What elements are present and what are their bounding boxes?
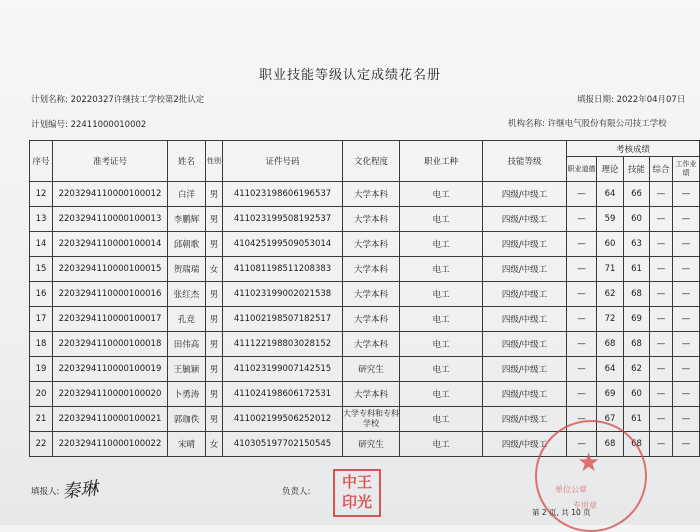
cell-ethics: — <box>567 257 597 282</box>
cell-id: 411024198606172531 <box>223 382 343 407</box>
header-scores: 考核成绩 <box>567 141 700 157</box>
cell-ticket: 2203294110000100022 <box>53 432 168 457</box>
cell-edu: 大学本科 <box>343 207 400 232</box>
cell-id: 411122198803028152 <box>223 332 343 357</box>
score-roster-table <box>29 140 700 457</box>
cell-ethics: — <box>567 307 597 332</box>
cell-gender: 男 <box>206 232 223 257</box>
table-row <box>30 357 700 382</box>
cell-edu: 大学专科和专科学校 <box>343 407 400 432</box>
cell-ticket: 2203294110000100018 <box>53 332 168 357</box>
cell-composite: — <box>650 307 673 332</box>
header-id: 证件号码 <box>223 141 343 182</box>
header-ethics: 职业道德 <box>567 157 597 182</box>
cell-id: 411002198507182517 <box>223 307 343 332</box>
cell-seq: 19 <box>30 357 53 382</box>
cell-edu: 研究生 <box>343 357 400 382</box>
cell-composite: — <box>650 182 673 207</box>
fill-date-row <box>577 93 685 105</box>
cell-seq: 20 <box>30 382 53 407</box>
cell-theory: 59 <box>597 207 624 232</box>
cell-skill: 68 <box>624 332 650 357</box>
cell-skill: 62 <box>624 357 650 382</box>
cell-gender: 男 <box>206 307 223 332</box>
cell-edu: 大学本科 <box>343 282 400 307</box>
cell-name: 贺瑞瑞 <box>168 257 206 282</box>
round-seal-text: 单位公章 <box>555 485 587 494</box>
page-info: 第 2 页, 共 10 页 <box>532 508 591 517</box>
cell-gender: 男 <box>206 182 223 207</box>
cell-composite: — <box>650 332 673 357</box>
cell-name: 王毓颖 <box>168 357 206 382</box>
cell-name: 白洋 <box>168 182 206 207</box>
cell-seq: 21 <box>30 407 53 432</box>
cell-job: 电工 <box>400 357 483 382</box>
cell-ticket: 2203294110000100016 <box>53 282 168 307</box>
cell-skill: 66 <box>624 182 650 207</box>
cell-job: 电工 <box>400 332 483 357</box>
cell-name: 孔竞 <box>168 307 206 332</box>
cell-level: 四级/中级工 <box>483 382 567 407</box>
plan-no-value: 22411000010002 <box>70 120 147 130</box>
cell-seq: 16 <box>30 282 53 307</box>
cell-edu: 大学本科 <box>343 257 400 282</box>
cell-job: 电工 <box>400 207 483 232</box>
header-ticket: 准考证号 <box>53 141 168 182</box>
cell-performance: — <box>673 232 700 257</box>
cell-job: 电工 <box>400 282 483 307</box>
square-seal <box>333 469 381 517</box>
table-row <box>30 332 700 357</box>
cell-name: 卜勇涛 <box>168 382 206 407</box>
cell-gender: 男 <box>206 382 223 407</box>
cell-composite: — <box>650 382 673 407</box>
cell-level: 四级/中级工 <box>483 407 567 432</box>
plan-name-label: 计划名称: <box>31 95 68 105</box>
cell-composite: — <box>650 432 673 457</box>
cell-name: 李鹏辉 <box>168 207 206 232</box>
table-row <box>30 232 700 257</box>
cell-performance: — <box>673 282 700 307</box>
header-gender: 性别 <box>206 141 223 182</box>
cell-performance: — <box>673 332 700 357</box>
org-row <box>508 117 667 129</box>
cell-ethics: — <box>567 182 597 207</box>
table-row <box>30 282 700 307</box>
cell-skill: 60 <box>624 207 650 232</box>
square-seal-text: 中王印光 <box>341 473 372 511</box>
cell-level: 四级/中级工 <box>483 257 567 282</box>
cell-level: 四级/中级工 <box>483 182 567 207</box>
cell-skill: 68 <box>624 432 650 457</box>
cell-ethics: — <box>567 432 597 457</box>
header-seq: 序号 <box>30 141 53 182</box>
cell-theory: 72 <box>597 307 624 332</box>
cell-performance: — <box>673 182 700 207</box>
header-composite: 综合 <box>650 157 673 182</box>
cell-gender: 男 <box>206 357 223 382</box>
cell-name: 郭珈佚 <box>168 407 206 432</box>
cell-performance: — <box>673 357 700 382</box>
cell-ticket: 2203294110000100014 <box>53 232 168 257</box>
cell-ethics: — <box>567 207 597 232</box>
cell-ticket: 2203294110000100021 <box>53 407 168 432</box>
cell-edu: 大学本科 <box>343 307 400 332</box>
cell-seq: 12 <box>30 182 53 207</box>
header-theory: 理论 <box>597 157 624 182</box>
cell-composite: — <box>650 257 673 282</box>
fill-date-label: 填报日期: <box>577 95 614 105</box>
header-job: 职业工种 <box>400 141 483 182</box>
cell-performance: — <box>673 307 700 332</box>
cell-seq: 13 <box>30 207 53 232</box>
org-label: 机构名称: <box>508 119 545 129</box>
cell-ticket: 2203294110000100020 <box>53 382 168 407</box>
cell-job: 电工 <box>400 232 483 257</box>
cell-theory: 62 <box>597 282 624 307</box>
cell-theory: 68 <box>597 432 624 457</box>
cell-performance: — <box>673 382 700 407</box>
plan-no-row <box>31 118 146 130</box>
header-skill: 技能 <box>624 157 650 182</box>
cell-job: 电工 <box>400 307 483 332</box>
cell-composite: — <box>650 407 673 432</box>
cell-job: 电工 <box>400 382 483 407</box>
cell-ethics: — <box>567 357 597 382</box>
cell-edu: 大学本科 <box>343 232 400 257</box>
cell-ticket: 2203294110000100019 <box>53 357 168 382</box>
cell-gender: 男 <box>206 282 223 307</box>
plan-name-value: 20220327许继技工学校第2批认定 <box>70 95 205 105</box>
cell-ethics: — <box>567 332 597 357</box>
cell-job: 电工 <box>400 407 483 432</box>
cell-composite: — <box>650 232 673 257</box>
roster-body <box>30 182 700 457</box>
cell-name: 田伟高 <box>168 332 206 357</box>
cell-gender: 男 <box>206 407 223 432</box>
filler-signature: 秦琳 <box>61 478 100 503</box>
cell-theory: 68 <box>597 332 624 357</box>
document-title: 职业技能等级认定成绩花名册 <box>258 68 441 83</box>
cell-seq: 15 <box>30 257 53 282</box>
round-seal-ring: 专用章 <box>573 501 597 510</box>
cell-id: 411002199506252012 <box>223 407 343 432</box>
cell-ticket: 2203294110000100017 <box>53 307 168 332</box>
cell-performance: — <box>673 257 700 282</box>
cell-gender: 男 <box>206 207 223 232</box>
cell-name: 邱朝歌 <box>168 232 206 257</box>
table-row <box>30 307 700 332</box>
table-row <box>30 182 700 207</box>
cell-name: 宋晴 <box>168 432 206 457</box>
cell-id: 411023199007142515 <box>223 357 343 382</box>
cell-level: 四级/中级工 <box>483 357 567 382</box>
cell-level: 四级/中级工 <box>483 332 567 357</box>
org-value: 许继电气股份有限公司技工学校 <box>547 119 667 129</box>
responsible-label: 负责人: <box>282 487 311 497</box>
cell-theory: 60 <box>597 232 624 257</box>
plan-name-row <box>31 93 204 105</box>
filler-label: 填报人: <box>31 487 60 497</box>
cell-id: 410425199509053014 <box>223 232 343 257</box>
cell-skill: 61 <box>624 407 650 432</box>
cell-theory: 69 <box>597 382 624 407</box>
cell-skill: 61 <box>624 257 650 282</box>
cell-skill: 60 <box>624 382 650 407</box>
cell-seq: 22 <box>30 432 53 457</box>
cell-edu: 研究生 <box>343 432 400 457</box>
cell-performance: — <box>673 207 700 232</box>
cell-composite: — <box>650 207 673 232</box>
cell-level: 四级/中级工 <box>483 432 567 457</box>
table-row <box>30 257 700 282</box>
cell-edu: 大学本科 <box>343 382 400 407</box>
cell-job: 电工 <box>400 432 483 457</box>
cell-edu: 大学本科 <box>343 332 400 357</box>
cell-ethics: — <box>567 382 597 407</box>
cell-level: 四级/中级工 <box>483 232 567 257</box>
cell-skill: 63 <box>624 232 650 257</box>
cell-gender: 女 <box>206 257 223 282</box>
cell-composite: — <box>650 357 673 382</box>
cell-skill: 68 <box>624 282 650 307</box>
fill-date-value: 2022年04月07日 <box>616 95 686 105</box>
cell-level: 四级/中级工 <box>483 282 567 307</box>
cell-ticket: 2203294110000100012 <box>53 182 168 207</box>
cell-theory: 64 <box>597 357 624 382</box>
cell-skill: 69 <box>624 307 650 332</box>
header-performance: 工作业绩 <box>673 157 700 182</box>
cell-performance: — <box>673 432 700 457</box>
cell-ethics: — <box>567 232 597 257</box>
cell-performance: — <box>673 407 700 432</box>
cell-id: 410305197702150545 <box>223 432 343 457</box>
cell-ethics: — <box>567 407 597 432</box>
cell-seq: 17 <box>30 307 53 332</box>
header-edu: 文化程度 <box>343 141 400 182</box>
cell-theory: 64 <box>597 182 624 207</box>
cell-ticket: 2203294110000100013 <box>53 207 168 232</box>
header-level: 技能等级 <box>483 141 567 182</box>
table-row <box>30 382 700 407</box>
cell-job: 电工 <box>400 257 483 282</box>
cell-id: 411023199508192537 <box>223 207 343 232</box>
cell-id: 411023199002021538 <box>223 282 343 307</box>
cell-gender: 女 <box>206 432 223 457</box>
header-name: 姓名 <box>168 141 206 182</box>
cell-job: 电工 <box>400 182 483 207</box>
table-row <box>30 207 700 232</box>
cell-edu: 大学本科 <box>343 182 400 207</box>
cell-level: 四级/中级工 <box>483 207 567 232</box>
cell-theory: 67 <box>597 407 624 432</box>
cell-id: 411081198511208383 <box>223 257 343 282</box>
seal-star-icon: ★ <box>577 448 601 478</box>
cell-theory: 71 <box>597 257 624 282</box>
cell-gender: 男 <box>206 332 223 357</box>
cell-seq: 18 <box>30 332 53 357</box>
cell-name: 张红杰 <box>168 282 206 307</box>
cell-seq: 14 <box>30 232 53 257</box>
cell-composite: — <box>650 282 673 307</box>
cell-level: 四级/中级工 <box>483 307 567 332</box>
plan-no-label: 计划编号: <box>31 120 68 130</box>
cell-id: 411023198606196537 <box>223 182 343 207</box>
cell-ethics: — <box>567 282 597 307</box>
cell-ticket: 2203294110000100015 <box>53 257 168 282</box>
